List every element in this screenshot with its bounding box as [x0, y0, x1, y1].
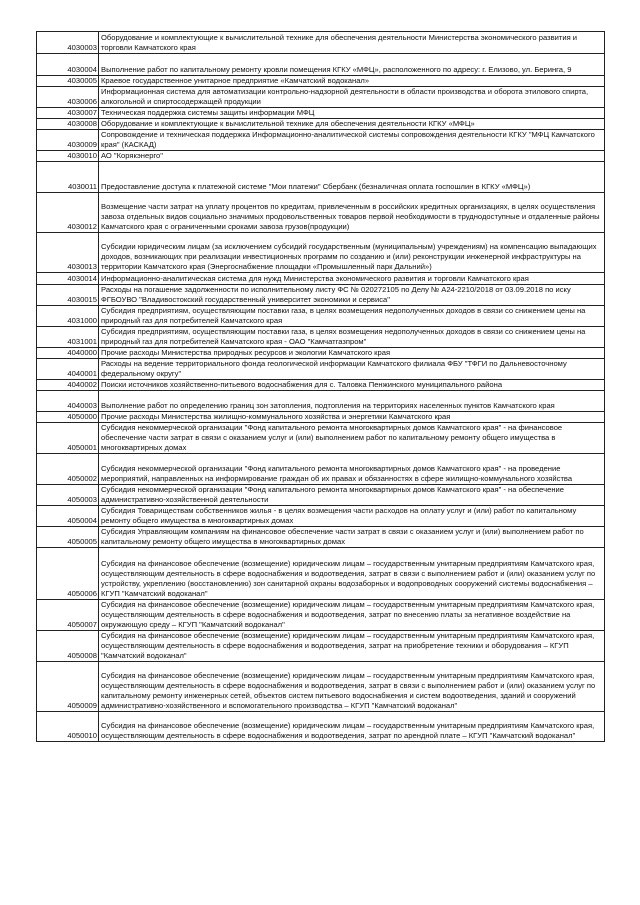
row-description: Субсидия на финансовое обеспечение (возмещение) юридическим лицам – государственным унитарным предприятиям Камчатского края, осуществляющим деятельность в сфере водоснабжения и водоотведения, затрат в связи с выполнением работ и (или) оказанием услуг по устройству, укреплению (восстановлению) зон санитарной охраны водозаборных и водопроводных сооружений системы водоснабжения – КГУП "Камчатский водоканал"	[99, 548, 605, 600]
row-code: 4050010	[37, 712, 99, 742]
table-row	[37, 32, 605, 54]
row-code: 4030013	[37, 233, 99, 273]
row-description: Субсидия на финансовое обеспечение (возмещение) юридическим лицам – государственным унитарным предприятиям Камчатского края, осуществляющим деятельность в сфере водоснабжения и водоотведения, затрат в связи с выполнением работ и (или) оказанием услуг по капитальному ремонту инженерных сетей, объектов систем питьевого водоснабжения и систем водоотведения, зданий и сооружений административно-хозяйственного и вспомогательного производства – КГУП "Камчатский водоканал"	[99, 662, 605, 712]
row-code: 4050001	[37, 423, 99, 454]
row-code: 4030006	[37, 87, 99, 108]
row-description: Краевое государственное унитарное предприятие «Камчатский водоканал»	[99, 76, 605, 87]
table-row	[37, 76, 605, 87]
table-row	[37, 454, 605, 485]
row-code: 4040003	[37, 391, 99, 412]
row-code: 4050009	[37, 662, 99, 712]
row-code: 4050003	[37, 485, 99, 506]
row-code: 4030014	[37, 273, 99, 285]
table-row	[37, 423, 605, 454]
row-code: 4030011	[37, 162, 99, 193]
row-description: Техническая поддержка системы защиты информации МФЦ	[99, 108, 605, 119]
table-row	[37, 348, 605, 359]
row-description: Расходы на погашение задолженности по исполнительному листу ФС № 020272105 по Делу № А24-2210/2018 от 03.09.2018 по иску ФГБОУВО "Владивостокский государственный университет экономики и сервиса"	[99, 285, 605, 306]
table-row	[37, 631, 605, 662]
row-code: 4050004	[37, 506, 99, 527]
table-row	[37, 151, 605, 162]
row-description: Субсидия Управляющим компаниям на финансовое обеспечение части затрат в связи с оказанием услуг и (или) выполнением работ по капитальному ремонту общего имущества в многоквартирных домах	[99, 527, 605, 548]
table-row	[37, 130, 605, 151]
row-description: Поиски источников хозяйственно-питьевого водоснабжения для с. Таловка Пенжинского муниципального района	[99, 380, 605, 391]
row-description: Выполнение работ по определению границ зон затопления, подтопления на территориях населенных пунктов Камчатского края	[99, 391, 605, 412]
row-description: Субсидия на финансовое обеспечение (возмещение) юридическим лицам – государственным унитарным предприятиям Камчатского края, осуществляющим деятельность в сфере водоснабжения и водоотведения, затрат на приобретение техники и оборудования – КГУП "Камчатский водоканал"	[99, 631, 605, 662]
row-description: Субсидия на финансовое обеспечение (возмещение) юридическим лицам – государственным унитарным предприятиям Камчатского края, осуществляющим деятельность в сфере водоснабжения и водоотведения, затрат по внесению платы за негативное воздействие на окружающую среду – КГУП "Камчатский водоканал"	[99, 600, 605, 631]
row-code: 4040002	[37, 380, 99, 391]
row-code: 4050008	[37, 631, 99, 662]
row-description: Субсидия Товариществам собственников жилья - в целях возмещения части расходов на оплату услуг и (или) работ по капитальному ремонту общего имущества в многоквартирных домах	[99, 506, 605, 527]
row-description: Информационная система для автоматизации контрольно-надзорной деятельности в области производства и оборота этилового спирта, алкогольной и спиртосодержащей продукции	[99, 87, 605, 108]
table-body	[37, 32, 605, 742]
row-description: Субсидия некоммерческой организации "Фонд капитального ремонта многоквартирных домов Камчатского края" - на проведение мероприятий, направленных на информирование граждан об их правах и обязанностях в сфере жилищно-коммунального хозяйства	[99, 454, 605, 485]
table-row	[37, 548, 605, 600]
row-code: 4040000	[37, 348, 99, 359]
table-row	[37, 54, 605, 76]
row-code: 4030005	[37, 76, 99, 87]
row-description: Прочие расходы Министерства природных ресурсов и экологии Камчатского края	[99, 348, 605, 359]
table-row	[37, 600, 605, 631]
row-code: 4030012	[37, 193, 99, 233]
row-code: 4050005	[37, 527, 99, 548]
table-row	[37, 108, 605, 119]
table-row	[37, 233, 605, 273]
table-row	[37, 193, 605, 233]
table-row	[37, 87, 605, 108]
row-code: 4031000	[37, 306, 99, 327]
row-description: Возмещение части затрат на уплату процентов по кредитам, привлеченным в российских кредитных организациях, в целях осуществления завоза отдельных видов социально значимых продовольственных товаров первой необходимости в труднодоступные и отдаленные районы Камчатского края с ограниченными сроками завоза грузов(продукции)	[99, 193, 605, 233]
row-code: 4050006	[37, 548, 99, 600]
row-code: 4030004	[37, 54, 99, 76]
row-code: 4030003	[37, 32, 99, 54]
row-code: 4050007	[37, 600, 99, 631]
table-row	[37, 273, 605, 285]
budget-classification-table	[36, 31, 605, 742]
row-description: Прочие расходы Министерства жилищно-коммунального хозяйства и энергетики Камчатского края	[99, 412, 605, 423]
table-row	[37, 380, 605, 391]
row-description: Информационно-аналитическая система для нужд Министерства экономического развития и торговли Камчатского края	[99, 273, 605, 285]
row-code: 4050002	[37, 454, 99, 485]
table-row	[37, 162, 605, 193]
table-row	[37, 306, 605, 327]
row-description: Расходы на ведение территориального фонда геологической информации Камчатского филиала ФБУ "ТФГИ по Дальневосточному федеральному округу"	[99, 359, 605, 380]
row-description: Выполнение работ по капитальному ремонту кровли помещения КГКУ «МФЦ», расположенного по адресу: г. Елизово, ул. Беринга, 9	[99, 54, 605, 76]
codes-table	[36, 31, 605, 742]
table-row	[37, 662, 605, 712]
row-code: 4050000	[37, 412, 99, 423]
row-description: Предоставление доступа к платежной системе "Мои платежи" Сбербанк (безналичная оплата госпошлин в КГКУ «МФЦ»)	[99, 162, 605, 193]
table-row	[37, 412, 605, 423]
row-description: Субсидия предприятиям, осуществляющим поставки газа, в целях возмещения недополученных доходов в связи со снижением цены на природный газ для потребителей Камчатского края	[99, 306, 605, 327]
table-row	[37, 527, 605, 548]
row-code: 4031001	[37, 327, 99, 348]
table-row	[37, 285, 605, 306]
row-description: Оборудование и комплектующие к вычислительной технике для обеспечения деятельности Министерства экономического развития и торговли Камчатского края	[99, 32, 605, 54]
row-code: 4040001	[37, 359, 99, 380]
row-description: АО "Корякэнерго"	[99, 151, 605, 162]
row-description: Субсидии юридическим лицам (за исключением субсидий государственным (муниципальным) учреждениям) на компенсацию выпадающих доходов, возникающих при реализации инвестиционных программ по созданию и (или) реконструкции инженерной инфраструктуры на территории Камчатского края (Энергоснабжение площадки «Промышленный парк Дальний»)	[99, 233, 605, 273]
row-code: 4030015	[37, 285, 99, 306]
table-row	[37, 485, 605, 506]
row-description: Субсидия некоммерческой организации "Фонд капитального ремонта многоквартирных домов Камчатского края" - на обеспечение административно-хозяйственной деятельности	[99, 485, 605, 506]
row-description: Субсидия на финансовое обеспечение (возмещение) юридическим лицам – государственным унитарным предприятиям Камчатского края, осуществляющим деятельность в сфере водоснабжения и водоотведения, затрат по арендной плате – КГУП "Камчатский водоканал"	[99, 712, 605, 742]
table-row	[37, 391, 605, 412]
row-description: Оборудование и комплектующие к вычислительной технике для обеспечения деятельности КГКУ «МФЦ»	[99, 119, 605, 130]
row-code: 4030007	[37, 108, 99, 119]
table-row	[37, 712, 605, 742]
row-description: Сопровождение и техническая поддержка Информационно-аналитической системы сопровождения деятельности КГКУ "МФЦ Камчатского края" (КАСКАД)	[99, 130, 605, 151]
row-code: 4030009	[37, 130, 99, 151]
table-row	[37, 506, 605, 527]
row-description: Субсидия предприятиям, осуществляющим поставки газа, в целях возмещения недополученных доходов в связи со снижением цены на природный газ для потребителей Камчатского края - ОАО "Камчатгазпром"	[99, 327, 605, 348]
table-row	[37, 119, 605, 130]
row-code: 4030010	[37, 151, 99, 162]
row-code: 4030008	[37, 119, 99, 130]
table-row	[37, 359, 605, 380]
table-row	[37, 327, 605, 348]
row-description: Субсидия некоммерческой организации "Фонд капитального ремонта многоквартирных домов Камчатского края" - на финансовое обеспечение части затрат в связи с оказанием услуг и (или) выполнением работ по капитальному ремонту общего имущества в многоквартирных домах	[99, 423, 605, 454]
